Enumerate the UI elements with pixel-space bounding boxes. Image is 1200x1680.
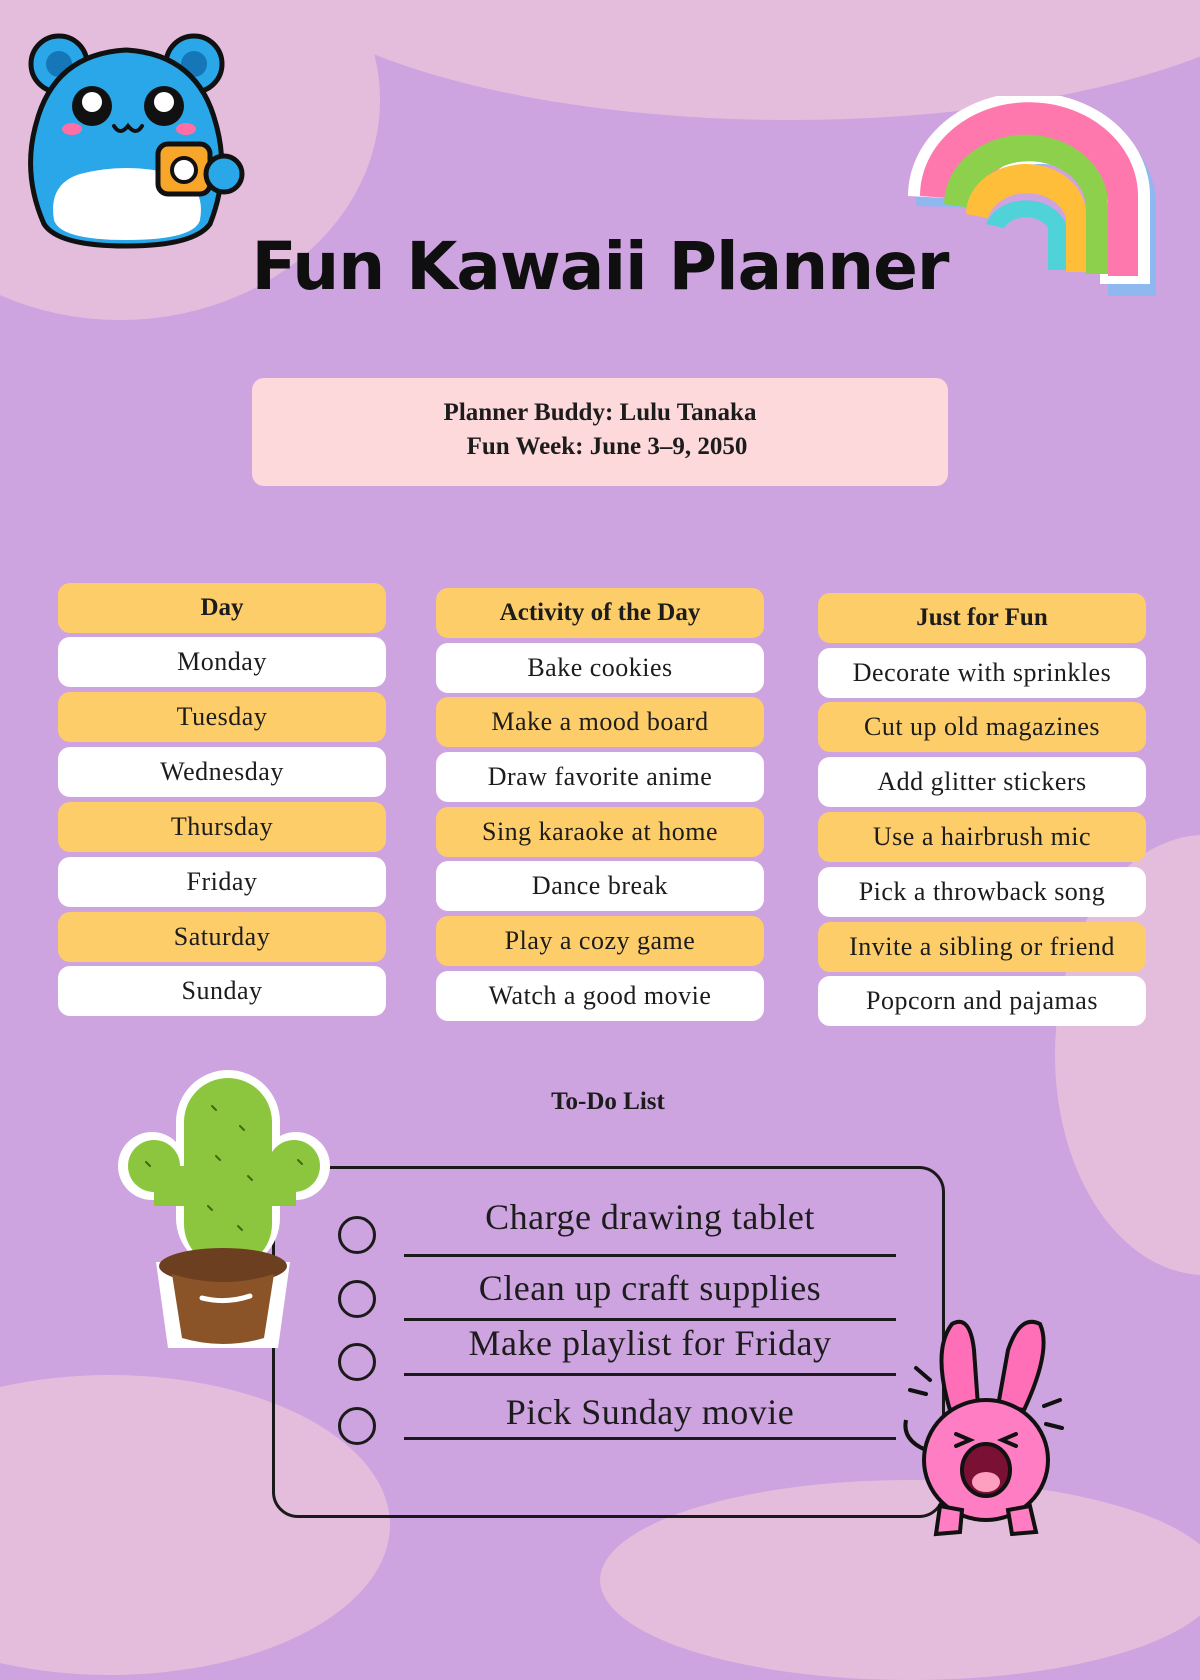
fun-cell: Invite a sibling or friend [818,922,1146,972]
day-cell: Tuesday [58,692,386,742]
day-cell: Saturday [58,912,386,962]
fun-cell: Cut up old magazines [818,702,1146,752]
todo-checkbox[interactable] [338,1216,376,1254]
fun-cell: Decorate with sprinkles [818,648,1146,698]
todo-checkbox[interactable] [338,1280,376,1318]
todo-checkbox[interactable] [338,1407,376,1445]
fun-column-header: Just for Fun [818,593,1146,643]
planner-buddy-line: Planner Buddy: Lulu Tanaka [443,399,757,426]
fun-cell: Pick a throwback song [818,867,1146,917]
day-cell: Thursday [58,802,386,852]
todo-underline [404,1318,896,1321]
todo-underline [404,1437,896,1440]
todo-heading: To-Do List [551,1088,665,1115]
info-box [252,378,948,486]
todo-underline [404,1254,896,1257]
activity-cell: Make a mood board [436,697,764,747]
fun-cell: Add glitter stickers [818,757,1146,807]
pink-bunny-icon [890,1310,1074,1544]
fun-week-line: Fun Week: June 3–9, 2050 [466,433,748,460]
todo-underline [404,1373,896,1376]
todo-checkbox[interactable] [338,1343,376,1381]
activity-column-header: Activity of the Day [436,588,764,638]
activity-cell: Watch a good movie [436,971,764,1021]
fun-cell: Popcorn and pajamas [818,976,1146,1026]
activity-cell: Play a cozy game [436,916,764,966]
day-cell: Wednesday [58,747,386,797]
todo-item: Charge drawing tablet [485,1197,815,1237]
fun-cell: Use a hairbrush mic [818,812,1146,862]
activity-cell: Bake cookies [436,643,764,693]
day-column-header: Day [58,583,386,633]
cactus-pot-icon [116,1066,330,1354]
day-cell: Sunday [58,966,386,1016]
day-cell: Friday [58,857,386,907]
todo-item: Make playlist for Friday [468,1323,832,1363]
day-cell: Monday [58,637,386,687]
bear-mascot-icon [14,24,246,252]
activity-cell: Sing karaoke at home [436,807,764,857]
activity-cell: Dance break [436,861,764,911]
todo-item: Pick Sunday movie [505,1392,795,1432]
activity-cell: Draw favorite anime [436,752,764,802]
todo-item: Clean up craft supplies [478,1268,822,1308]
page-title: Fun Kawaii Planner [251,228,949,305]
